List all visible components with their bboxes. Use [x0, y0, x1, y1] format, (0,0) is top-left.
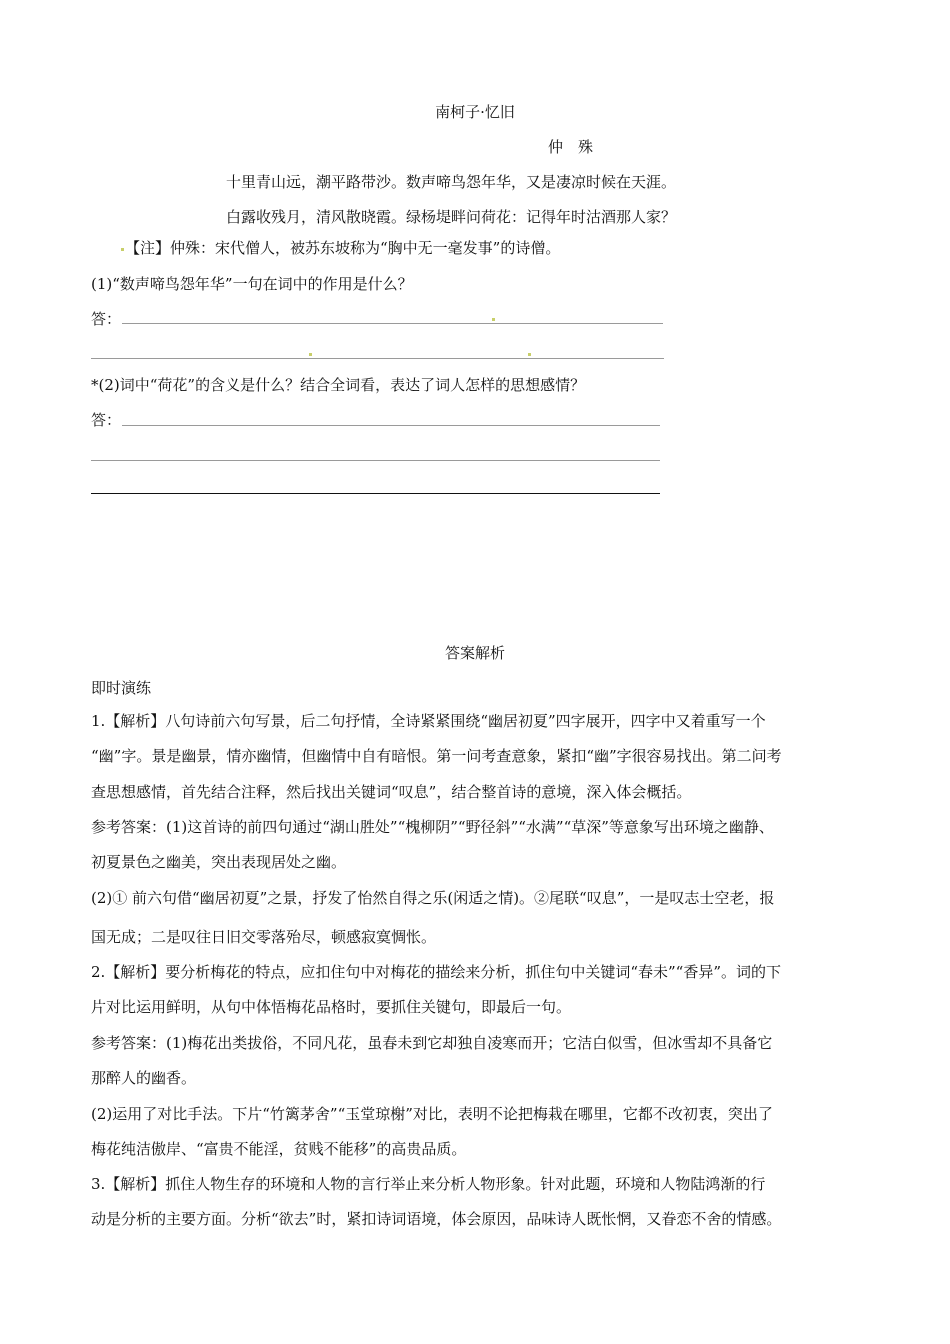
question-2: *(2)词中“荷花”的含义是什么？结合全词看，表达了词人怎样的思想感情？ — [91, 376, 586, 394]
answer-paragraph-line: 查思想感情，首先结合注释，然后找出关键词“叹息”，结合整首诗的意境，深入体会概括。 — [91, 783, 692, 801]
answer-line — [122, 323, 663, 324]
answer-paragraph-line: “幽”字。景是幽景，情亦幽情，但幽情中自有暗恨。第一问考查意象，紧扣“幽”字很容易找出。第二问考 — [91, 747, 782, 765]
answer-paragraph-line: 1.【解析】八句诗前六句写景，后二句抒情，全诗紧紧围绕“幽居初夏”四字展开，四字中又着重写一个 — [91, 712, 766, 730]
answer-paragraph-line: (2)运用了对比手法。下片“竹篱茅舍”“玉堂琼榭”对比，表明不论把梅栽在哪里，它都不改初衷，突出了 — [91, 1105, 773, 1123]
answer-paragraph-line: 那醉人的幽香。 — [91, 1069, 197, 1087]
answer-paragraph-line: 片对比运用鲜明，从句中体悟梅花品格时，要抓住关键句，即最后一句。 — [91, 998, 572, 1016]
answer-line — [91, 358, 664, 359]
section-title: 即时演练 — [91, 679, 152, 697]
answer-paragraph-line: 参考答案：(1)这首诗的前四句通过“湖山胜处”“槐柳阴”“野径斜”“水满”“草深”等意象写出环境之幽静、 — [91, 818, 774, 836]
poem-title: 南柯子·忆旧 — [435, 103, 515, 121]
answer-paragraph-line: 国无成；二是叹往日旧交零落殆尽，顿感寂寞惆怅。 — [91, 928, 437, 946]
decorative-dot — [309, 353, 312, 356]
answer-line — [122, 425, 660, 426]
answers-heading: 答案解析 — [444, 644, 505, 662]
answer-label-1: 答： — [91, 310, 122, 328]
decorative-dot — [121, 248, 124, 251]
decorative-dot — [492, 318, 495, 321]
decorative-dot — [528, 353, 531, 356]
answer-label-2: 答： — [91, 411, 122, 429]
poem-author: 仲 殊 — [548, 138, 594, 156]
answer-line — [91, 493, 660, 494]
answer-paragraph-line: 梅花纯洁傲岸、“富贵不能淫，贫贱不能移”的高贵品质。 — [91, 1140, 467, 1158]
answer-paragraph-line: 动是分析的主要方面。分析“欲去”时，紧扣诗词语境，体会原因，品味诗人既怅惘，又眷恋不舍的情感。 — [91, 1210, 782, 1228]
answer-paragraph-line: 3.【解析】抓住人物生存的环境和人物的言行举止来分析人物形象。针对此题，环境和人物陆鸿渐的行 — [91, 1175, 766, 1193]
answer-paragraph-line: 2.【解析】要分析梅花的特点，应扣住句中对梅花的描绘来分析，抓住句中关键词“春未”“香异”。词的下 — [91, 963, 781, 981]
answer-paragraph-line: (2)① 前六句借“幽居初夏”之景，抒发了怡然自得之乐(闲适之情)。②尾联“叹息”，一是叹志士空老，报 — [91, 889, 775, 907]
answer-paragraph-line: 初夏景色之幽美，突出表现居处之幽。 — [91, 853, 347, 871]
poem-line: 白露收残月，清风散晓霞。绿杨堤畔问荷花：记得年时沽酒那人家？ — [226, 208, 677, 226]
answer-line — [91, 460, 660, 461]
poem-note: 【注】仲殊：宋代僧人，被苏东坡称为“胸中无一毫发事”的诗僧。 — [125, 239, 561, 257]
answer-paragraph-line: 参考答案：(1)梅花出类拔俗，不同凡花，虽春未到它却独自凌寒而开；它洁白似雪，但冰雪却不具备它 — [91, 1034, 773, 1052]
poem-line: 十里青山远，潮平路带沙。数声啼鸟怨年华，又是凄凉时候在天涯。 — [226, 173, 677, 191]
question-1: (1)“数声啼鸟怨年华”一句在词中的作用是什么？ — [91, 275, 413, 293]
